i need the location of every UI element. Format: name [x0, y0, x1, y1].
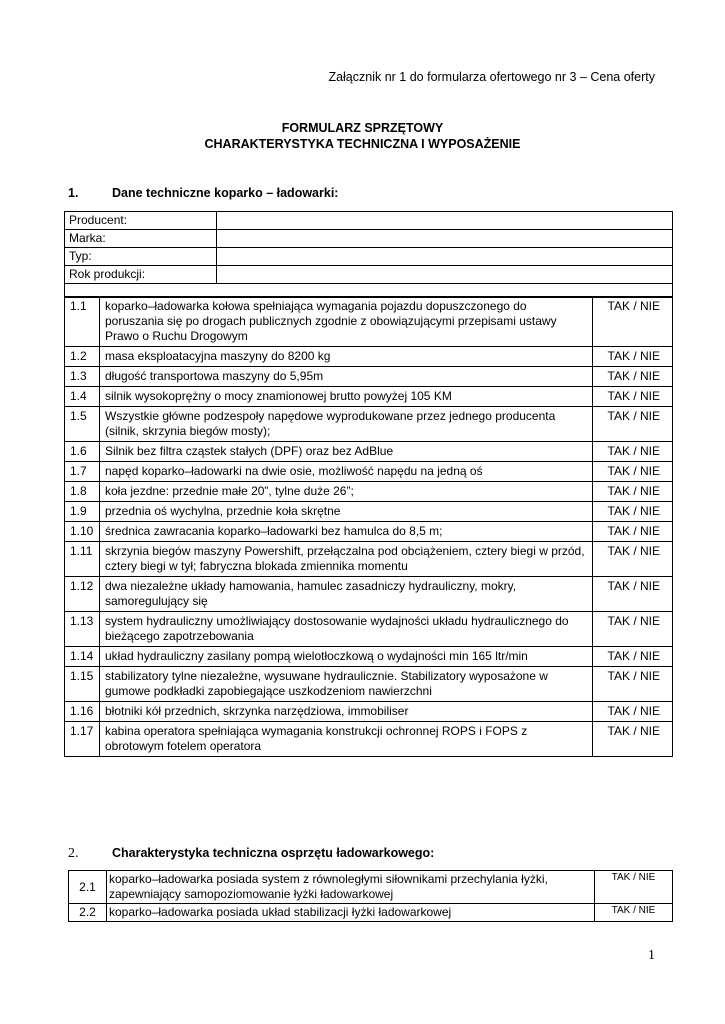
attachment-row — [69, 871, 673, 904]
spec-description: Wszystkie główne podzespoły napędowe wyprodukowane przez jednego producenta (silnik, skrzynia biegów mosty); — [100, 407, 593, 442]
form-subtitle: CHARAKTERYSTYKA TECHNICZNA I WYPOSAŻENIE — [204, 137, 521, 151]
yes-no-answer[interactable]: TAK / NIE — [593, 647, 673, 667]
yes-no-answer[interactable]: TAK / NIE — [593, 482, 673, 502]
yes-no-answer[interactable]: TAK / NIE — [595, 871, 673, 904]
spec-table — [64, 296, 673, 757]
section-1-heading — [68, 186, 338, 200]
form-title: FORMULARZ SPRZĘTOWY — [281, 121, 444, 135]
spec-number: 1.11 — [65, 542, 100, 577]
spec-description: koła jezdne: przednie małe 20”, tylne duże 26”; — [100, 482, 593, 502]
spec-description: kabina operatora spełniająca wymagania konstrukcji ochronnej ROPS i FOPS z obrotowym fotelem operatora — [100, 722, 593, 757]
spec-row — [65, 702, 673, 722]
brand-label: Marka: — [65, 230, 217, 248]
yes-no-answer[interactable]: TAK / NIE — [593, 347, 673, 367]
type-row — [65, 248, 673, 266]
section-2-heading — [68, 846, 434, 862]
yes-no-answer[interactable]: TAK / NIE — [595, 904, 673, 922]
spec-row — [65, 577, 673, 612]
spec-row — [65, 482, 673, 502]
spec-number: 1.16 — [65, 702, 100, 722]
year-row — [65, 266, 673, 284]
type-label: Typ: — [65, 248, 217, 266]
yes-no-answer[interactable]: TAK / NIE — [593, 462, 673, 482]
producer-label: Producent: — [65, 212, 217, 230]
spec-number: 1.10 — [65, 522, 100, 542]
producer-value-field[interactable] — [217, 212, 673, 230]
spec-number: 1.4 — [65, 387, 100, 407]
spec-number: 1.8 — [65, 482, 100, 502]
spec-number: 1.17 — [65, 722, 100, 757]
section-1-number: 1. — [68, 186, 79, 200]
spec-number: 1.5 — [65, 407, 100, 442]
yes-no-answer[interactable]: TAK / NIE — [593, 297, 673, 347]
spec-row — [65, 462, 673, 482]
yes-no-answer[interactable]: TAK / NIE — [593, 612, 673, 647]
yes-no-answer[interactable]: TAK / NIE — [593, 502, 673, 522]
yes-no-answer[interactable]: TAK / NIE — [593, 722, 673, 757]
yes-no-answer[interactable]: TAK / NIE — [593, 577, 673, 612]
spec-description: średnica zawracania koparko–ładowarki bez hamulca do 8,5 m; — [100, 522, 593, 542]
yes-no-answer[interactable]: TAK / NIE — [593, 442, 673, 462]
attachment-description: koparko–ładowarka posiada system z równoległymi siłownikami przechylania łyżki, zapewniający samopoziomowanie łyżki ładowarkowej — [107, 871, 595, 904]
yes-no-answer[interactable]: TAK / NIE — [593, 407, 673, 442]
spec-row — [65, 542, 673, 577]
spec-description: błotniki kół przednich, skrzynka narzędziowa, immobiliser — [100, 702, 593, 722]
yes-no-answer[interactable]: TAK / NIE — [593, 522, 673, 542]
spec-description: długość transportowa maszyny do 5,95m — [100, 367, 593, 387]
brand-value-field[interactable] — [217, 230, 673, 248]
spec-row — [65, 522, 673, 542]
spec-number: 1.9 — [65, 502, 100, 522]
spec-row — [65, 442, 673, 462]
spec-row — [65, 502, 673, 522]
spec-row — [65, 722, 673, 757]
producer-row — [65, 212, 673, 230]
page-number: 1 — [648, 948, 655, 963]
spec-number: 1.2 — [65, 347, 100, 367]
yes-no-answer[interactable]: TAK / NIE — [593, 387, 673, 407]
spec-description: koparko–ładowarka kołowa spełniająca wymagania pojazdu dopuszczonego do poruszania się po drogach publicznych zgodnie z obowiązującymi przepisami ustawy Prawo o Ruchu Drogowym — [100, 297, 593, 347]
year-label: Rok produkcji: — [65, 266, 217, 284]
yes-no-answer[interactable]: TAK / NIE — [593, 667, 673, 702]
spec-row — [65, 367, 673, 387]
year-value-field[interactable] — [217, 266, 673, 284]
spec-description: napęd koparko–ładowarki na dwie osie, możliwość napędu na jedną oś — [100, 462, 593, 482]
spec-description: silnik wysokoprężny o mocy znamionowej brutto powyżej 105 KM — [100, 387, 593, 407]
spec-description: przednia oś wychylna, przednie koła skrętne — [100, 502, 593, 522]
spec-number: 1.1 — [65, 297, 100, 347]
spec-number: 1.14 — [65, 647, 100, 667]
producer-table — [64, 211, 673, 298]
spec-description: Silnik bez filtra cząstek stałych (DPF) oraz bez AdBlue — [100, 442, 593, 462]
spec-number: 1.13 — [65, 612, 100, 647]
spec-row — [65, 667, 673, 702]
spec-row — [65, 297, 673, 347]
spec-row — [65, 347, 673, 367]
attachment-description: koparko–ładowarka posiada układ stabilizacji łyżki ładowarkowej — [107, 904, 595, 922]
section-2-number: 2. — [68, 846, 79, 861]
spec-row — [65, 407, 673, 442]
spec-description: system hydrauliczny umożliwiający dostosowanie wydajności układu hydraulicznego do bieżącego zapotrzebowania — [100, 612, 593, 647]
attachment-note: Załącznik nr 1 do formularza ofertowego nr 3 – Cena oferty — [328, 70, 655, 84]
yes-no-answer[interactable]: TAK / NIE — [593, 542, 673, 577]
spec-number: 1.15 — [65, 667, 100, 702]
brand-row — [65, 230, 673, 248]
spec-description: masa eksploatacyjna maszyny do 8200 kg — [100, 347, 593, 367]
section-2-title: Charakterystyka techniczna osprzętu ładowarkowego: — [112, 846, 435, 860]
spec-description: układ hydrauliczny zasilany pompą wielotłoczkową o wydajności min 165 ltr/min — [100, 647, 593, 667]
attachment-row — [69, 904, 673, 922]
spec-description: skrzynia biegów maszyny Powershift, przełączalna pod obciążeniem, cztery biegi w przód, cztery biegi w tył; fabryczna blokada zmiennika momentu — [100, 542, 593, 577]
spec-description: dwa niezależne układy hamowania, hamulec zasadniczy hydrauliczny, mokry, samoregulujący się — [100, 577, 593, 612]
spec-number: 1.3 — [65, 367, 100, 387]
spec-number: 1.12 — [65, 577, 100, 612]
spec-description: stabilizatory tylne niezależne, wysuwane hydraulicznie. Stabilizatory wyposażone w gumowe podkładki zapobiegające uszkodzeniom nawierzchni — [100, 667, 593, 702]
yes-no-answer[interactable]: TAK / NIE — [593, 367, 673, 387]
attachment-number: 2.2 — [69, 904, 107, 922]
spec-number: 1.7 — [65, 462, 100, 482]
spec-row — [65, 612, 673, 647]
yes-no-answer[interactable]: TAK / NIE — [593, 702, 673, 722]
spec-number: 1.6 — [65, 442, 100, 462]
section-1-title: Dane techniczne koparko – ładowarki: — [112, 186, 339, 200]
attachment-number: 2.1 — [69, 871, 107, 904]
type-value-field[interactable] — [217, 248, 673, 266]
attachment-table — [68, 870, 673, 922]
spec-row — [65, 647, 673, 667]
spec-row — [65, 387, 673, 407]
